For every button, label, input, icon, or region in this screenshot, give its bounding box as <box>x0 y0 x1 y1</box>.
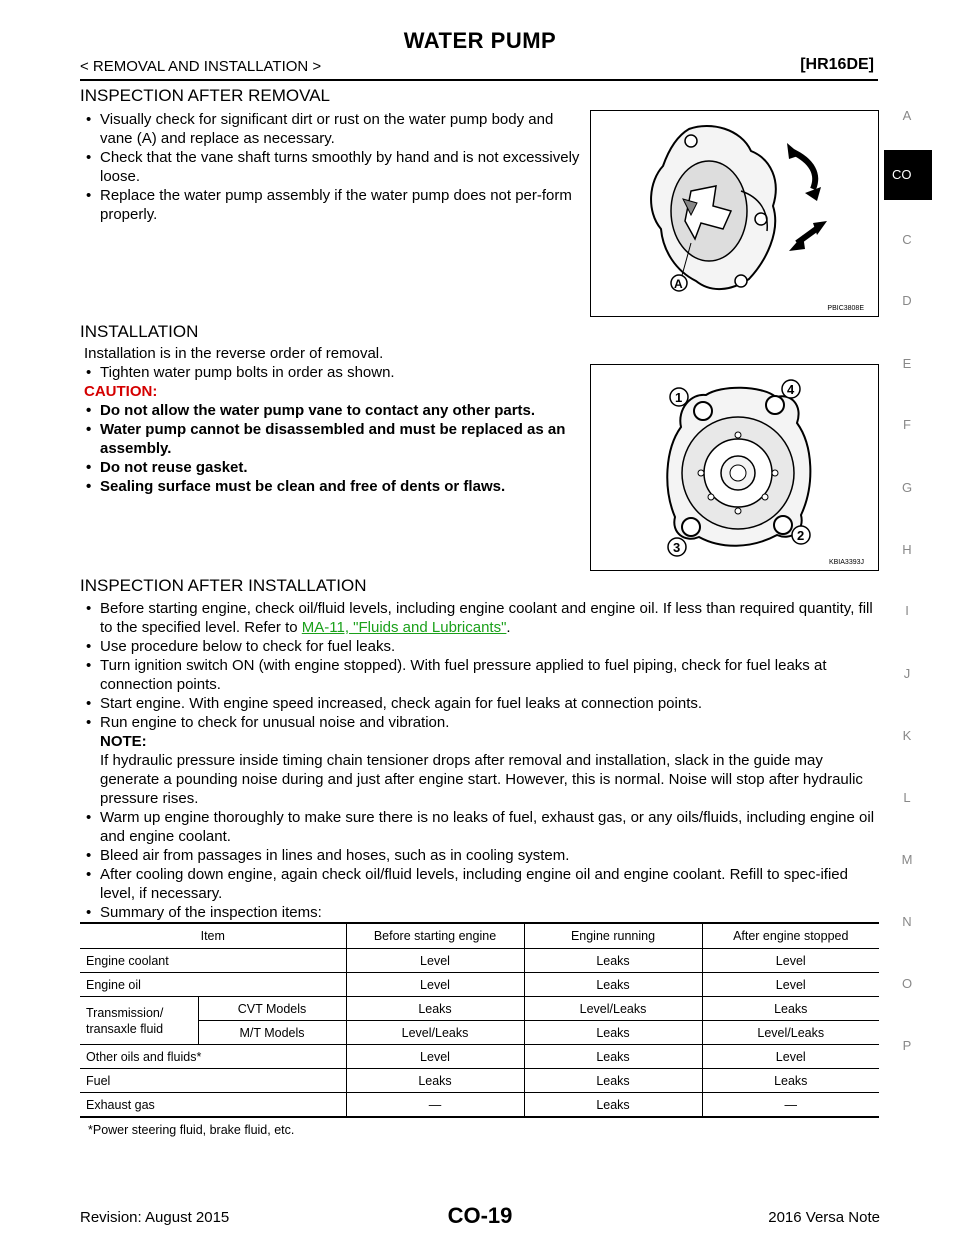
table-cell: Level/Leaks <box>702 1021 879 1045</box>
note-label: NOTE: <box>100 733 147 750</box>
side-index-o[interactable]: O <box>901 976 913 991</box>
table-cell: M/T Models <box>198 1021 346 1045</box>
table-cell: Leaks <box>524 1045 702 1069</box>
side-index-e[interactable]: E <box>902 356 912 371</box>
list-item: • Start engine. With engine speed increased, check again for fuel leaks at connection points. <box>86 695 703 712</box>
table-cell: Level/Leaks <box>524 997 702 1021</box>
list-item: • Water pump cannot be disassembled and must be replaced as an assembly. <box>86 421 566 457</box>
table-cell: Leaks <box>524 949 702 973</box>
list-item: • Run engine to check for unusual noise and vibration. NOTE: If hydraulic pressure inside timing chain tensioner drops after removal and installation, slack in the guide may generate a pounding noise during and just after engine start. However, this is normal. Noise will stop after hydraulic pressure rises. <box>80 713 880 808</box>
table-cell: Engine coolant <box>80 949 346 973</box>
water-pump-bolt-illustration <box>591 365 878 570</box>
table-row <box>80 1021 879 1045</box>
side-index-d[interactable]: D <box>902 293 912 308</box>
column-header: Item <box>80 923 346 949</box>
side-index-c[interactable]: C <box>902 232 912 247</box>
list-item: • Summary of the inspection items: <box>86 904 322 921</box>
table-cell: Leaks <box>702 1069 879 1093</box>
column-header: After engine stopped <box>702 923 879 949</box>
table-row <box>80 949 879 973</box>
side-index-g[interactable]: G <box>901 480 913 495</box>
table-cell: Level <box>702 1045 879 1069</box>
list-item: • Visually check for significant dirt or rust on the water pump body and vane (A) and replace as necessary. <box>86 111 554 147</box>
removal-bullet-list <box>80 110 580 224</box>
side-index-f[interactable]: F <box>903 417 911 432</box>
table-cell: Exhaust gas <box>80 1093 346 1118</box>
bolt-callout-3: 3 <box>673 540 681 555</box>
list-item: • Turn ignition switch ON (with engine stopped). With fuel pressure applied to fuel piping, check for fuel leaks at connection points. <box>86 657 827 693</box>
list-item: • Replace the water pump assembly if the water pump does not per-form properly. <box>86 187 572 223</box>
water-pump-vane-illustration <box>591 111 878 316</box>
side-index-l[interactable]: L <box>903 790 911 805</box>
section-heading-inspection-after-installation: INSPECTION AFTER INSTALLATION <box>80 576 367 595</box>
side-index-j[interactable]: J <box>903 666 911 681</box>
side-index-n[interactable]: N <box>902 914 912 929</box>
table-cell: Leaks <box>346 997 524 1021</box>
table-cell: Leaks <box>524 1093 702 1118</box>
column-header: Before starting engine <box>346 923 524 949</box>
table-footnote: *Power steering fluid, brake fluid, etc. <box>88 1123 295 1137</box>
table-cell: Level <box>346 973 524 997</box>
table-cell-group: Transmission/ transaxle fluid <box>80 997 198 1045</box>
bolt-tightening-order-figure <box>590 364 879 571</box>
table-row <box>80 1093 879 1118</box>
list-item: • Check that the vane shaft turns smoothly by hand and is not excessively loose. <box>86 149 580 185</box>
list-item: • Tighten water pump bolts in order as shown. <box>86 364 395 381</box>
section-heading-installation: INSTALLATION <box>80 322 199 341</box>
table-cell: Level <box>702 949 879 973</box>
table-cell: Leaks <box>524 973 702 997</box>
section-heading-inspection-after-removal: INSPECTION AFTER REMOVAL <box>80 86 331 105</box>
figure-code: KBIA3393J <box>828 559 864 566</box>
bolt-callout-2: 2 <box>797 528 805 543</box>
table-cell: Leaks <box>346 1069 524 1093</box>
inspection-summary-table <box>80 922 879 1118</box>
list-item: • Sealing surface must be clean and free of dents or flaws. <box>86 478 506 495</box>
column-header: Engine running <box>524 923 702 949</box>
post-install-bullet-list <box>80 599 880 922</box>
table-cell: Level <box>702 973 879 997</box>
table-cell: Leaks <box>524 1069 702 1093</box>
side-index-co: CO <box>892 167 912 182</box>
footer-revision: Revision: August 2015 <box>80 1209 230 1226</box>
side-index-a[interactable]: A <box>902 108 912 123</box>
figure-code: PBIC3808E <box>827 305 864 312</box>
list-item: • After cooling down engine, again check oil/fluid levels, including engine oil and engine coolant. Refill to spec-ified level, if necessary. <box>86 866 848 902</box>
caution-list <box>80 401 580 496</box>
breadcrumb: < REMOVAL AND INSTALLATION > <box>80 58 322 75</box>
caution-label: CAUTION: <box>84 383 158 400</box>
note-text: If hydraulic pressure inside timing chain tensioner drops after removal and installation, slack in the guide may generate a pounding noise during and just after engine start. However, this is normal. Noise will stop after hydraulic pressure rises. <box>100 752 863 807</box>
side-index-m[interactable]: M <box>901 852 913 867</box>
table-row <box>80 973 879 997</box>
list-item: • Warm up engine thoroughly to make sure there is no leaks of fuel, exhaust gas, or any oils/fluids, including engine oil and engine coolant. <box>86 809 875 845</box>
table-cell: Level <box>346 1045 524 1069</box>
page-title: WATER PUMP <box>403 28 557 53</box>
list-item: • Bleed air from passages in lines and hoses, such as in cooling system. <box>86 847 570 864</box>
table-cell: Leaks <box>702 997 879 1021</box>
list-item: • Do not allow the water pump vane to contact any other parts. <box>86 402 536 419</box>
side-index-k[interactable]: K <box>902 728 912 743</box>
table-row <box>80 1045 879 1069</box>
water-pump-vane-figure <box>590 110 879 317</box>
footer-model: 2016 Versa Note <box>768 1209 880 1226</box>
table-cell: — <box>702 1093 879 1118</box>
engine-code: [HR16DE] <box>800 56 874 73</box>
table-cell: Leaks <box>524 1021 702 1045</box>
table-cell: Level <box>346 949 524 973</box>
table-cell: Fuel <box>80 1069 346 1093</box>
table-row <box>80 1069 879 1093</box>
table-cell: — <box>346 1093 524 1118</box>
table-row <box>80 997 879 1021</box>
header-divider <box>80 79 878 81</box>
table-cell: Other oils and fluids* <box>80 1045 346 1069</box>
side-index-i[interactable]: I <box>905 603 909 618</box>
installation-intro: Installation is in the reverse order of removal. <box>84 345 384 362</box>
side-index-p[interactable]: P <box>902 1038 912 1053</box>
list-item: • Use procedure below to check for fuel leaks. <box>86 638 396 655</box>
list-item: • Do not reuse gasket. <box>86 459 248 476</box>
table-header-row <box>80 923 879 949</box>
table-cell: CVT Models <box>198 997 346 1021</box>
list-item: • Before starting engine, check oil/fluid levels, including engine coolant and engine oil. If less than required quantity, fill to the specified level. Refer to MA-11, "Fluids and Lubricants". <box>86 600 873 636</box>
bolt-callout-1: 1 <box>675 390 683 405</box>
table-cell: Engine oil <box>80 973 346 997</box>
installation-bullet-list <box>80 363 580 382</box>
side-index-active-tab[interactable] <box>884 150 932 200</box>
table-cell: Level/Leaks <box>346 1021 524 1045</box>
fluids-lubricants-link[interactable]: MA-11, "Fluids and Lubricants" <box>301 619 507 636</box>
page-number: CO-19 <box>447 1203 513 1228</box>
side-index-h[interactable]: H <box>902 542 912 557</box>
bolt-callout-4: 4 <box>787 382 795 397</box>
vane-callout-a: A <box>674 277 683 291</box>
